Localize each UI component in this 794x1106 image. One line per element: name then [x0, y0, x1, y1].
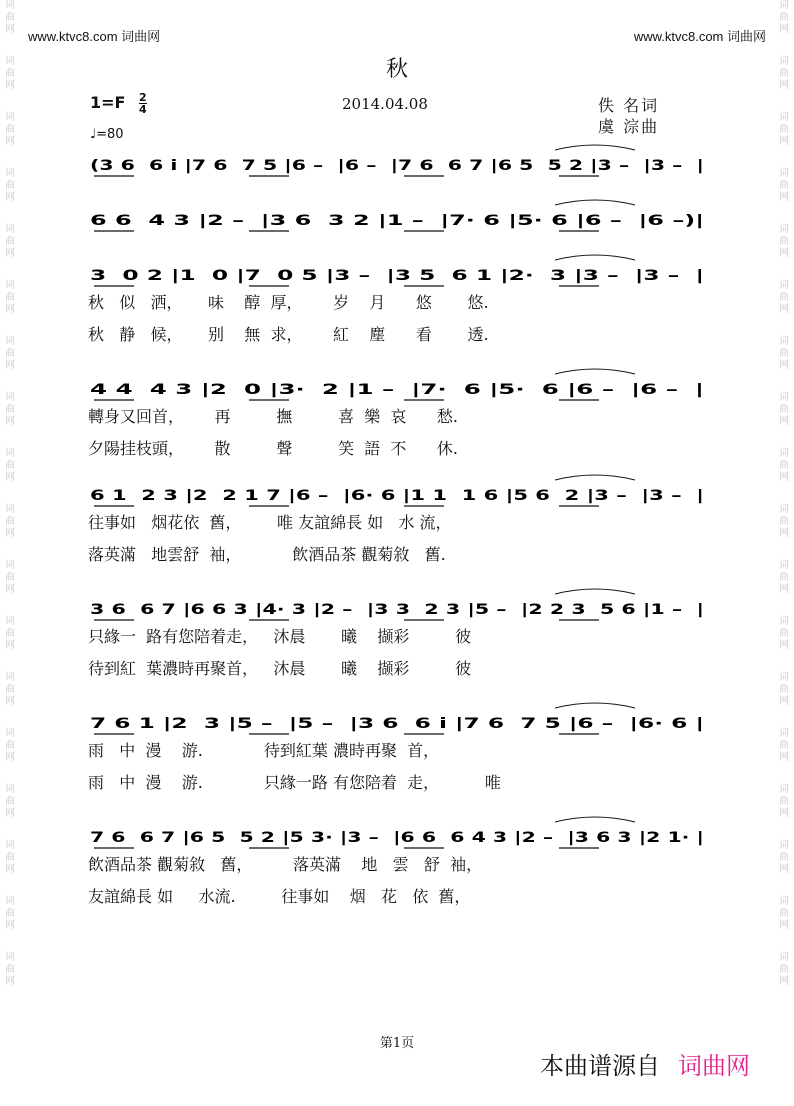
lyric-line: 往事如 烟花依 舊， 唯 友誼綿長 如 水 流，: [88, 513, 452, 532]
watermark-glyph: 网: [5, 80, 15, 91]
watermark-glyph: 词: [779, 896, 789, 907]
watermark-glyph: 词: [5, 112, 15, 123]
watermark-glyph: 曲: [779, 180, 789, 191]
watermark-glyph: 曲: [5, 460, 15, 471]
watermark-glyph: 词: [779, 336, 789, 347]
watermark-glyph: 曲: [779, 292, 789, 303]
watermark-glyph: 网: [5, 584, 15, 595]
watermark-glyph: 曲: [5, 964, 15, 975]
watermark-glyph: 词: [779, 560, 789, 571]
lyric-line: 友誼綿長 如 水流. 往事如 烟 花 依 舊，: [88, 887, 471, 906]
watermark-glyph: 词: [779, 672, 789, 683]
lyric-line: 雨 中 漫 游. 待到紅葉 濃時再聚 首，: [88, 741, 440, 760]
watermark-glyph: 曲: [779, 12, 789, 23]
watermark-glyph: 词: [5, 56, 15, 67]
watermark-glyph: 曲: [779, 852, 789, 863]
watermark-glyph: 词: [779, 56, 789, 67]
score-system: [90, 148, 710, 178]
watermark-glyph: 网: [5, 24, 15, 35]
watermark-glyph: 曲: [5, 124, 15, 135]
notation-line: [90, 148, 710, 184]
watermark-glyph: 网: [779, 192, 789, 203]
watermark-glyph: 曲: [779, 628, 789, 639]
watermark-glyph: 曲: [5, 852, 15, 863]
watermark-glyph: 词: [5, 840, 15, 851]
watermark-glyph: 词: [5, 0, 15, 11]
notation-line: [90, 372, 710, 408]
jianpu-notes: 4 4 4 3 |2 0 |3· 2 |1 – |7· 6 |5· 6 |6 – |6 – |: [90, 382, 704, 398]
watermark-glyph: 曲: [779, 68, 789, 79]
watermark-glyph: 网: [5, 696, 15, 707]
score-system: [90, 372, 710, 402]
watermark-glyph: 网: [5, 304, 15, 315]
watermark-glyph: 网: [779, 136, 789, 147]
watermark-glyph: 网: [779, 472, 789, 483]
watermark-glyph: 网: [5, 528, 15, 539]
lyric-line: 夕陽挂枝頭， 散 聲 笑 語 不 休.: [88, 439, 459, 458]
watermark-glyph: 词: [779, 728, 789, 739]
lyric-line: 雨 中 漫 游. 只緣一路 有您陪着 走， 唯: [88, 773, 501, 792]
tie-arc: [555, 817, 635, 822]
watermark-glyph: 曲: [779, 572, 789, 583]
watermark-glyph: 曲: [5, 292, 15, 303]
watermark-glyph: 曲: [779, 404, 789, 415]
watermark-glyph: 词: [779, 952, 789, 963]
watermark-glyph: 词: [5, 672, 15, 683]
jianpu-notes: 7 6 6 7 |6 5 5 2 |5 3· |3 – |6 6 6 4 3 |2 – |3 6 3 |2 1· |: [90, 830, 704, 846]
tie-arc: [555, 145, 635, 150]
watermark-glyph: 曲: [5, 684, 15, 695]
page-number: 第1页: [379, 1036, 415, 1051]
watermark-glyph: 曲: [779, 964, 789, 975]
tie-arc: [555, 200, 635, 205]
watermark-glyph: 词: [779, 840, 789, 851]
watermark-glyph: 曲: [5, 516, 15, 527]
jianpu-notes: 3 6 6 7 |6 6 3 |4· 3 |2 – |3 3 2 3 |5 – |2 2 3 5 6 |1 – |: [90, 602, 704, 618]
watermark-glyph: 词: [779, 168, 789, 179]
lyricist: 佚 名词: [598, 96, 660, 115]
watermark-glyph: 曲: [779, 516, 789, 527]
lyric-line: 秋 似 洒， 味 醇 厚， 岁 月 悠 悠.: [88, 293, 489, 312]
watermark-glyph: 网: [779, 80, 789, 91]
watermark-glyph: 网: [779, 248, 789, 259]
lyric-line: 只緣一 路有您陪着走， 沐晨 曦 撷彩 彼: [88, 627, 472, 646]
watermark-glyph: 词: [5, 616, 15, 627]
watermark-glyph: 词: [5, 504, 15, 515]
watermark-glyph: 词: [5, 168, 15, 179]
time-top: 2: [139, 91, 147, 104]
watermark-glyph: 曲: [779, 124, 789, 135]
watermark-glyph: 词: [5, 392, 15, 403]
watermark-glyph: 网: [779, 864, 789, 875]
watermark-glyph: 网: [5, 248, 15, 259]
tie-arc: [555, 255, 635, 260]
watermark-glyph: 曲: [779, 740, 789, 751]
watermark-glyph: 曲: [779, 236, 789, 247]
site-link-left[interactable]: www.ktvc8.com 词曲网: [28, 29, 161, 44]
jianpu-notes: 7 6 1 |2 3 |5 – |5 – |3 6 6 i |7 6 7 5 |6 – |6· 6 |: [90, 716, 704, 732]
watermark-glyph: 词: [5, 728, 15, 739]
watermark-glyph: 曲: [779, 684, 789, 695]
jianpu-notes: 3 0 2 |1 0 |7 0 5 |3 – |3 5 6 1 |2· 3 |3 – |3 – |: [90, 268, 704, 284]
watermark-glyph: 曲: [5, 908, 15, 919]
watermark-glyph: 词: [5, 784, 15, 795]
watermark-glyph: 词: [779, 392, 789, 403]
watermark-glyph: 网: [779, 808, 789, 819]
watermark-glyph: 词: [5, 896, 15, 907]
watermark-glyph: 网: [5, 752, 15, 763]
watermark-glyph: 曲: [5, 796, 15, 807]
lyric-line: 待到紅 葉濃時再聚首， 沐晨 曦 撷彩 彼: [88, 659, 472, 678]
watermark-glyph: 曲: [5, 180, 15, 191]
watermark-glyph: 词: [779, 784, 789, 795]
watermark-glyph: 网: [779, 696, 789, 707]
score-system: [90, 478, 710, 508]
song-title: 秋: [385, 57, 408, 82]
key-label: 1=F: [90, 93, 126, 112]
watermark-glyph: 曲: [5, 572, 15, 583]
watermark-glyph: 网: [5, 360, 15, 371]
watermark-glyph: 曲: [779, 348, 789, 359]
watermark-glyph: 词: [779, 280, 789, 291]
watermark-glyph: 网: [779, 920, 789, 931]
lyric-line: 轉身又回首， 再 撫 喜 樂 哀 愁.: [88, 407, 459, 426]
watermark-glyph: 网: [779, 752, 789, 763]
watermark-glyph: 网: [5, 976, 15, 987]
notation-line: [90, 203, 710, 239]
notation-line: [90, 258, 710, 294]
jianpu-notes: 6 1 2 3 |2 2 1 7 |6 – |6· 6 |1 1 1 6 |5 6 2 |3 – |3 – |: [90, 488, 704, 504]
watermark-right: [776, 0, 792, 1106]
lyric-line: 飲酒品茶 觀菊敘 舊， 落英滿 地 雲 舒 袖，: [88, 855, 483, 874]
watermark-glyph: 词: [5, 448, 15, 459]
composer: 虞 淙曲: [598, 117, 660, 136]
watermark-glyph: 网: [779, 304, 789, 315]
notation-line: [90, 478, 710, 514]
source-label: 本曲谱源自: [540, 1052, 660, 1080]
watermark-glyph: 曲: [5, 68, 15, 79]
lyric-line: 落英滿 地雲舒 袖， 飲酒品茶 觀菊敘 舊.: [88, 545, 446, 564]
tie-arc: [555, 369, 635, 374]
watermark-glyph: 词: [5, 336, 15, 347]
score-system: [90, 203, 710, 233]
lyric-line: 秋 静 候， 别 無 求， 紅 塵 看 透.: [88, 325, 489, 344]
score-system: [90, 258, 710, 288]
watermark-glyph: 网: [5, 864, 15, 875]
date: 2014.04.08: [342, 95, 428, 113]
tempo-mark: ♩=80: [90, 127, 124, 142]
watermark-glyph: 曲: [779, 460, 789, 471]
watermark-glyph: 网: [5, 920, 15, 931]
watermark-glyph: 词: [779, 448, 789, 459]
watermark-glyph: 曲: [779, 796, 789, 807]
watermark-glyph: 词: [779, 112, 789, 123]
watermark-glyph: 曲: [5, 12, 15, 23]
watermark-glyph: 曲: [5, 236, 15, 247]
watermark-glyph: 网: [5, 416, 15, 427]
tie-arc: [555, 475, 635, 480]
watermark-glyph: 曲: [5, 628, 15, 639]
notation-line: [90, 820, 710, 856]
key-signature: [90, 92, 147, 115]
source-brand[interactable]: 词曲网: [678, 1052, 750, 1080]
watermark-glyph: 词: [5, 560, 15, 571]
watermark-glyph: 词: [5, 280, 15, 291]
watermark-glyph: 网: [5, 808, 15, 819]
watermark-glyph: 词: [5, 224, 15, 235]
tie-arc: [555, 703, 635, 708]
watermark-glyph: 曲: [5, 348, 15, 359]
watermark-glyph: 词: [779, 224, 789, 235]
watermark-glyph: 词: [779, 616, 789, 627]
watermark-glyph: 网: [779, 640, 789, 651]
watermark-glyph: 网: [5, 136, 15, 147]
watermark-glyph: 网: [779, 360, 789, 371]
watermark-glyph: 网: [779, 584, 789, 595]
watermark-glyph: 网: [5, 192, 15, 203]
watermark-glyph: 曲: [5, 404, 15, 415]
time-signature: [139, 92, 147, 115]
watermark-glyph: 词: [5, 952, 15, 963]
watermark-glyph: 词: [779, 0, 789, 11]
notation-line: [90, 592, 710, 628]
watermark-glyph: 曲: [779, 908, 789, 919]
watermark-glyph: 网: [5, 640, 15, 651]
watermark-glyph: 网: [779, 24, 789, 35]
watermark-glyph: 网: [779, 416, 789, 427]
watermark-glyph: 曲: [5, 740, 15, 751]
watermark-glyph: 网: [779, 528, 789, 539]
watermark-glyph: 词: [779, 504, 789, 515]
watermark-glyph: 网: [779, 976, 789, 987]
site-link-right[interactable]: www.ktvc8.com 词曲网: [633, 29, 766, 44]
tie-arc: [555, 589, 635, 594]
source-note: [540, 1046, 750, 1081]
watermark-left: [2, 0, 18, 1106]
notation-line: [90, 706, 710, 742]
score-system: [90, 592, 710, 622]
score-system: [90, 706, 710, 736]
jianpu-notes: 6 6 4 3 |2 – |3 6 3 2 |1 – |7· 6 |5· 6 |6 – |6 –)|: [90, 213, 704, 229]
time-bottom: 4: [139, 103, 147, 116]
jianpu-notes: (3 6 6 i |7 6 7 5 |6 – |6 – |7 6 6 7 |6 5 5 2 |3 – |3 – |: [90, 158, 704, 174]
score-system: [90, 820, 710, 850]
watermark-glyph: 网: [5, 472, 15, 483]
